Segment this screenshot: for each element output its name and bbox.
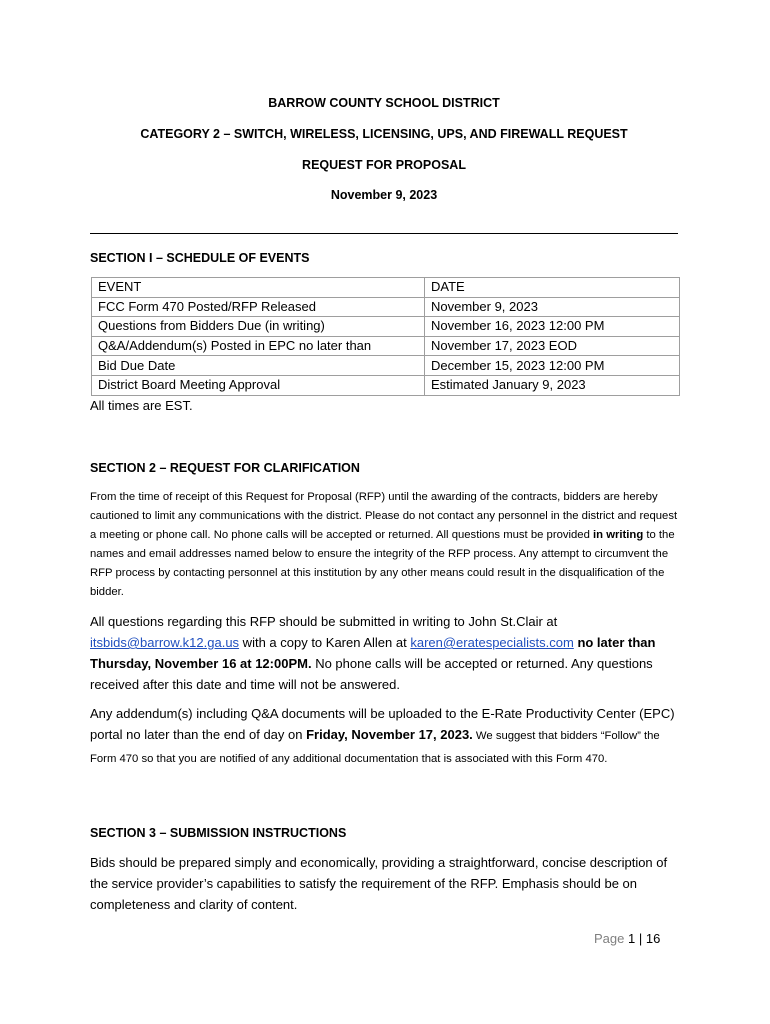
doc-date: November 9, 2023 [330,188,438,202]
clarification-paragraph: From the time of receipt of this Request for Proposal (RFP) until the awarding of the contracts, bidders are hereby cautioned to limit any communications with the district. Please do not contact any personnel in the district and request a meeting or phone call. No phone calls will be accepted or returned. All questions must be provided in writing to the names and email addresses named below to ensure the integrity of the RFP process. Any attempt to circumvent the RFP process by contacting personnel at this institution by any other means could result in the disqualification of the bidder. [90,491,678,598]
table-cell-date: December 15, 2023 12:00 PM [425,356,680,376]
submission-paragraph: Bids should be prepared simply and economically, providing a straightforward, concise description of the service provider’s capabilities to satisfy the requirement of the RFP. Emphasis should be on completeness and clarity of content. [90,855,668,912]
in-writing-emphasis: in writing [593,529,644,541]
table-cell-event: Questions from Bidders Due (in writing) [92,317,425,337]
table-row [92,375,680,395]
timezone-note: All times are EST. [90,398,193,413]
table-cell-event: District Board Meeting Approval [92,375,425,395]
email-link-itsbids[interactable]: itsbids@barrow.k12.ga.us [90,635,240,650]
questions-paragraph: All questions regarding this RFP should be submitted in writing to John St.Clair at itsbids@barrow.k12.ga.us with a copy to Karen Allen at karen@eratespecialists.com no later than Thursday, November 16 at 12:00PM. No phone calls will be accepted or returned. Any questions received after this date and time will not be answered. [90,614,656,692]
deadline-emphasis: no later than Thursday, November 16 at 12:00PM. [90,635,656,671]
doc-type-title: REQUEST FOR PROPOSAL [302,158,466,172]
category-title: CATEGORY 2 – SWITCH, WIRELESS, LICENSING, UPS, AND FIREWALL REQUEST [140,127,628,141]
table-cell-event: FCC Form 470 Posted/RFP Released [92,297,425,317]
email-link-karen[interactable]: karen@eratespecialists.com [410,635,574,650]
table-cell-event: Q&A/Addendum(s) Posted in EPC no later than [92,336,425,356]
addendum-date-emphasis: Friday, November 17, 2023. [306,727,473,742]
schedule-table [91,277,680,396]
table-row [92,356,680,376]
table-cell-event: Bid Due Date [92,356,425,376]
addendum-paragraph: Any addendum(s) including Q&A documents will be uploaded to the E-Rate Productivity Center (EPC) portal no later than the end of day on Friday, November 17, 2023. We suggest that bidders “Follow” the Form 470 so that you are notified of any additional documentation that is associated with this Form 470. [90,706,675,765]
table-row [92,297,680,317]
page-number: Page 1 | 16 [594,931,661,946]
table-row [92,317,680,337]
table-cell-date: November 9, 2023 [425,297,680,317]
table-cell-date: November 16, 2023 12:00 PM [425,317,680,337]
section3-title: SECTION 3 – SUBMISSION INSTRUCTIONS [90,826,347,840]
table-header-event: EVENT [92,278,425,298]
table-row [92,336,680,356]
table-cell-date: Estimated January 9, 2023 [425,375,680,395]
section2-title: SECTION 2 – REQUEST FOR CLARIFICATION [90,461,360,475]
section1-title: SECTION I – SCHEDULE OF EVENTS [90,251,310,265]
table-header-row [92,278,680,298]
divider [90,233,678,234]
table-cell-date: November 17, 2023 EOD [425,336,680,356]
district-title: BARROW COUNTY SCHOOL DISTRICT [268,96,500,110]
table-header-date: DATE [425,278,680,298]
